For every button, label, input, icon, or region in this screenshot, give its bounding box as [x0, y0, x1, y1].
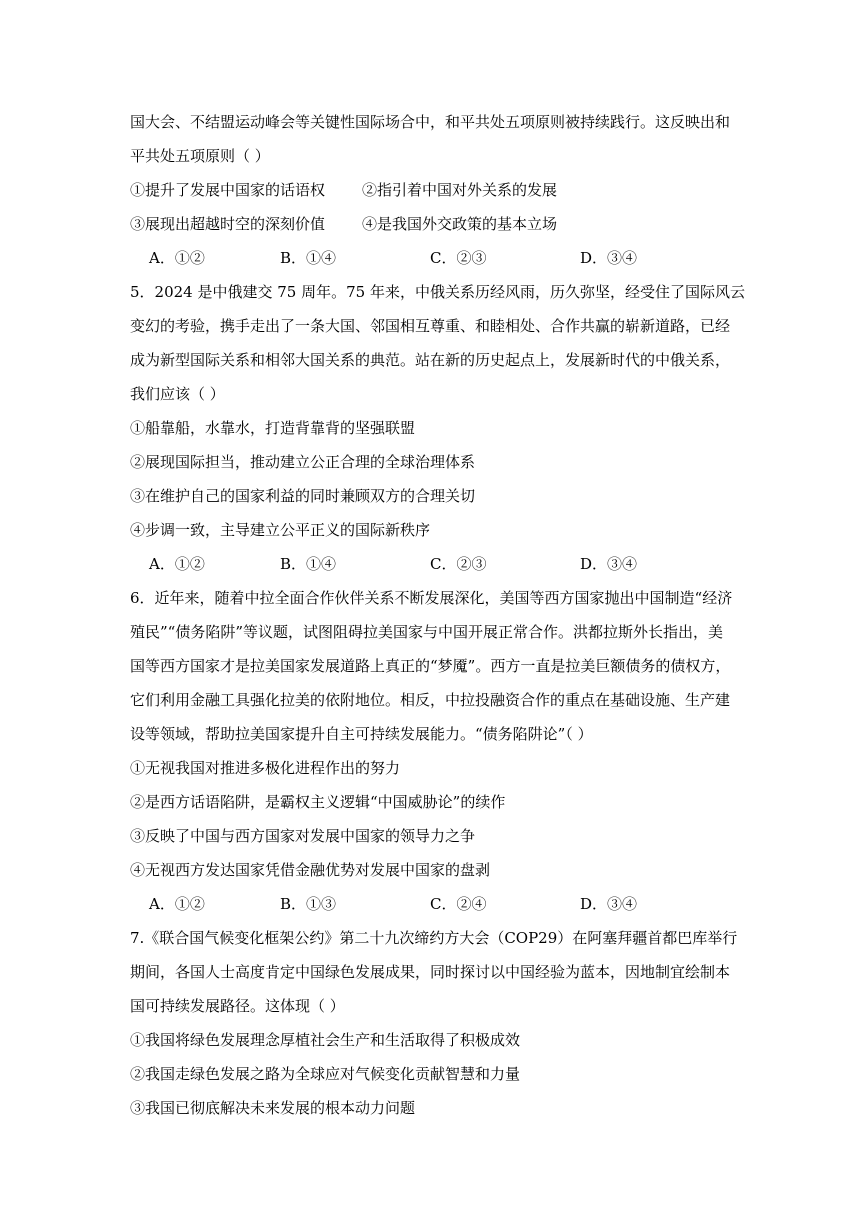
q4-option-a[interactable]: A．①②: [149, 249, 205, 267]
q7-statement: ①我国将绿色发展理念厚植社会生产和生活取得了积极成效: [130, 1031, 521, 1049]
q6-statement: ②是西方话语陷阱，是霸权主义逻辑“中国威胁论”的续作: [130, 793, 506, 811]
q7-statement: ②我国走绿色发展之路为全球应对气候变化贡献智慧和力量: [130, 1065, 521, 1083]
q4-statement: ③展现出超越时空的深刻价值: [130, 215, 326, 233]
q6-stem-line: 它们利用金融工具强化拉美的依附地位。相反，中拉投融资合作的重点在基础设施、生产建: [130, 691, 731, 709]
q7-statement: ③我国已彻底解决未来发展的根本动力问题: [130, 1099, 416, 1117]
q5-stem-line: 成为新型国际关系和相邻大国关系的典范。站在新的历史起点上，发展新时代的中俄关系，: [130, 351, 731, 369]
q5-option-b[interactable]: B．①④: [280, 555, 337, 573]
q5-statement: ①船靠船，水靠水，打造背靠背的坚强联盟: [130, 419, 416, 437]
q6-option-b[interactable]: B．①③: [280, 895, 337, 913]
q5-option-a[interactable]: A．①②: [149, 555, 205, 573]
q4-stem-line: 国大会、不结盟运动峰会等关键性国际场合中，和平共处五项原则被持续践行。这反映出和: [130, 113, 731, 131]
q4-option-b[interactable]: B．①④: [280, 249, 337, 267]
q6-stem-line: 国等西方国家才是拉美国家发展道路上真正的“梦魇”。西方一直是拉美巨额债务的债权方，: [130, 657, 731, 675]
q5-statement: ②展现国际担当，推动建立公正合理的全球治理体系: [130, 453, 476, 471]
q7-stem-line: 期间，各国人士高度肯定中国绿色发展成果，同时探讨以中国经验为蓝本，因地制宜绘制本: [130, 963, 731, 981]
q5-statement: ③在维护自己的国家利益的同时兼顾双方的合理关切: [130, 487, 476, 505]
q6-option-d[interactable]: D．③④: [580, 895, 638, 913]
q5-stem-line: 变幻的考验，携手走出了一条大国、邻国相互尊重、和睦相处、合作共赢的崭新道路，已经: [130, 317, 731, 335]
q6-statement: ③反映了中国与西方国家对发展中国家的领导力之争: [130, 827, 476, 845]
q4-statement: ①提升了发展中国家的话语权: [130, 181, 326, 199]
q6-option-c[interactable]: C．②④: [430, 895, 487, 913]
q6-stem-line: 设等领域，帮助拉美国家提升自主可持续发展能力。“债务陷阱论”（ ）: [130, 725, 593, 743]
q4-statement: ②指引着中国对外关系的发展: [362, 181, 558, 199]
q6-stem-line: 殖民”“债务陷阱”等议题，试图阻碍拉美国家与中国开展正常合作。洪都拉斯外长指出，美: [130, 623, 724, 641]
q4-stem-line: 平共处五项原则（ ）: [130, 147, 270, 165]
q4-statement: ④是我国外交政策的基本立场: [362, 215, 558, 233]
q7-stem-line: 国可持续发展路径。这体现（ ）: [130, 997, 345, 1015]
q6-statement: ④无视西方发达国家凭借金融优势对发展中国家的盘剥: [130, 861, 491, 879]
q5-statement: ④步调一致，主导建立公平正义的国际新秩序: [130, 521, 431, 539]
q5-stem-line: 5．2024 是中俄建交 75 周年。75 年来，中俄关系历经风雨，历久弥坚，经受住了国际风云: [130, 283, 745, 301]
q6-option-a[interactable]: A．①②: [149, 895, 205, 913]
q5-option-d[interactable]: D．③④: [580, 555, 638, 573]
q4-option-c[interactable]: C．②③: [430, 249, 487, 267]
q4-option-d[interactable]: D．③④: [580, 249, 638, 267]
q5-option-c[interactable]: C．②③: [430, 555, 487, 573]
q7-stem-line: 7.《联合国气候变化框架公约》第二十九次缔约方大会（COP29）在阿塞拜疆首都巴库举行: [130, 929, 738, 947]
q6-stem-line: 6．近年来，随着中拉全面合作伙伴关系不断发展深化，美国等西方国家抛出中国制造“经济: [130, 589, 733, 607]
q6-statement: ①无视我国对推进多极化进程作出的努力: [130, 759, 401, 777]
q5-stem-line: 我们应该（ ）: [130, 385, 225, 403]
